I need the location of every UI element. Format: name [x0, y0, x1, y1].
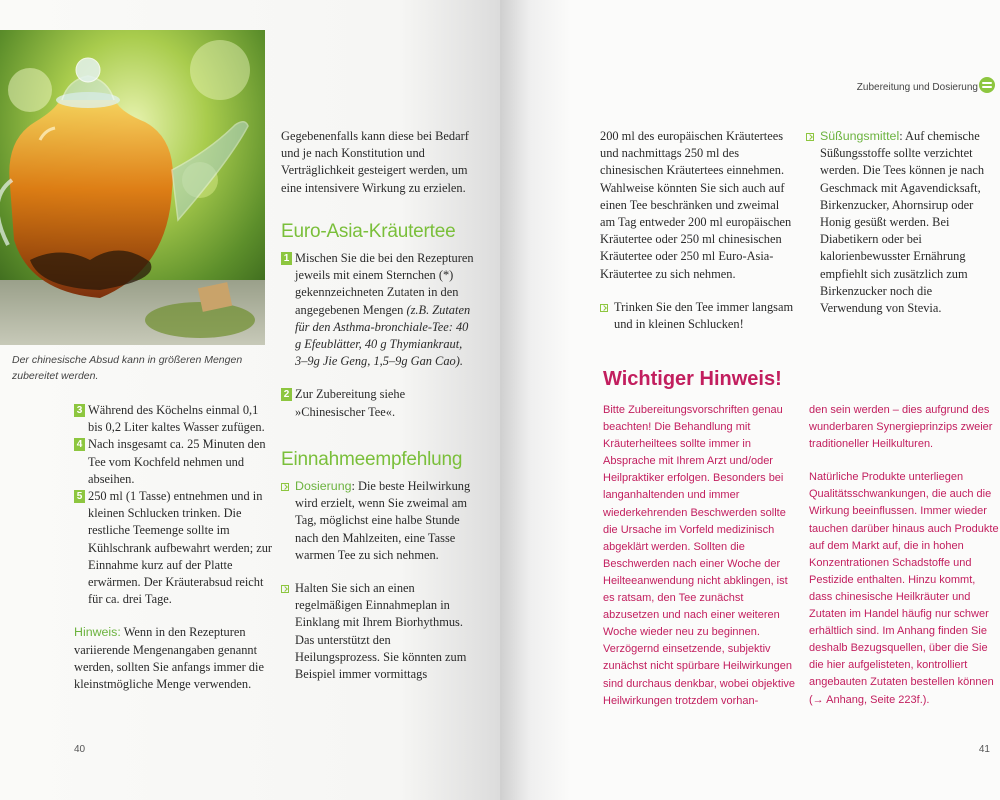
arrow-bullet-icon [281, 483, 289, 491]
step-text: Mischen Sie die bei den Rezepturen jeweils mit einem Sternchen (*) gekennzeichneten Zutaten in den angegebenen Mengen [295, 251, 474, 317]
left-column-1 [74, 402, 274, 709]
step-number: 2 [281, 388, 292, 401]
suessungsmittel-label: Süßungsmittel [820, 129, 900, 143]
herb-logo-icon [979, 77, 995, 93]
hinweis-column-2 [809, 402, 999, 709]
suessungsmittel-text: : Auf chemische Süßungsstoffe sollte verzichtet werden. Die Tees können je nach Geschmack mit Agavendicksaft, Birkenzucker, Ahornsirup oder Honig gesüßt werden. Bei Diabetikern oder bei kalorienbewusster Ernährung empfiehlt sich zusätzlich zum Birkenzucker noch die Verwendung von Stevia. [820, 129, 985, 316]
step-example: (z.B. Zutaten für den Asthma-bronchiale-Tee: 40 g Efeublätter, 40 g Thymiankraut, 3–9g Jie Geng, 1,5–9g Gan Cao). [295, 302, 471, 369]
photo-caption: Der chinesische Absud kann in größeren Mengen zubereitet werden. [12, 354, 243, 382]
hinweis-column-2-paragraph-1: den sein werden – dies aufgrund des wunderbaren Synergieprinzips zweier traditioneller Heilkulturen. [809, 404, 993, 451]
arrow-bullet-icon [600, 304, 608, 312]
arrow-bullet-icon [281, 585, 289, 593]
trinken-item [600, 299, 795, 333]
suessungsmittel-item [806, 128, 996, 317]
step-text: Während des Köchelns einmal 0,1 bis 0,2 Liter kaltes Wasser zufügen. [88, 403, 265, 435]
step-text: 250 ml (1 Tasse) entnehmen und in kleinen Schlucken trinken. Die restliche Teemenge sollte im Kühlschrank aufbewahrt werden; zur Einnahme kurz auf der Platte erwärmen. Der Kräuterabsud reicht für ca. drei Tage. [88, 489, 273, 607]
einnahmeplan-text: Halten Sie sich an einen regelmäßigen Einnahmeplan in Einklang mit Ihrem Biorhythmus. Das unterstützt den Heilungsprozess. Sie könnten zum Beispiel immer vormittags [295, 581, 467, 682]
step-number: 1 [281, 252, 292, 265]
step-number: 4 [74, 438, 85, 451]
step-2 [281, 386, 476, 420]
step-5 [74, 488, 274, 608]
intro-paragraph: Gegebenenfalls kann diese bei Bedarf und je nach Konstitution und Verträglichkeit gesteigert werden, um eine intensivere Wirkung zu erzielen. [281, 129, 469, 195]
trinken-text: Trinken Sie den Tee immer langsam und in kleinen Schlucken! [614, 299, 794, 332]
step-4 [74, 436, 274, 488]
dosierung-item [281, 478, 476, 564]
step-3 [74, 402, 274, 436]
heading-euro-asia: Euro-Asia-Kräutertee [281, 220, 456, 242]
teapot-illustration [0, 30, 265, 345]
hinweis-column-1: Bitte Zubereitungsvorschriften genau beachten! Die Behandlung mit Kräuterheiltees sollte immer in Absprache mit Ihrem Arzt und/oder Heilpraktiker erfolgen. Besonders bei langanhaltenden und immer wiederkehrenden Beschwerden sollte die Ursache im Vorfeld medizinisch abgeklärt werden. Sollten die Beschwerden nach einer Woche der Heilteeanwendung nicht abklingen, ist es ratsam, den Tee zunächst abzusetzen und nach einer weiteren Woche wieder neu zu beginnen. Verzögernd einsetzende, subjektiv zunächst nicht spürbare Heilwirkungen sind durchaus denkbar, wobei objektive Heilwirkungen trotzdem vorhan- [603, 404, 796, 707]
step-text: Zur Zubereitung siehe »Chinesischer Tee«. [295, 387, 406, 419]
right-column-2 [806, 128, 996, 317]
left-column-2 [281, 128, 476, 683]
step-number: 5 [74, 490, 85, 503]
arrow-bullet-icon [806, 133, 814, 141]
right-page [500, 0, 1000, 800]
hinweis-label: Hinweis: [74, 625, 121, 640]
hinweis-note [74, 624, 274, 693]
einnahmeplan-item [281, 580, 476, 683]
step-text: Nach insgesamt ca. 25 Minuten den Tee vom Kochfeld nehmen und abseihen. [88, 437, 266, 486]
dosierung-label: Dosierung [295, 479, 352, 494]
dosierung-text: : Die beste Heilwirkung wird erzielt, wenn Sie zweimal am Tag, möglichst eine halbe Stunde nach den Mahlzeiten, eine Tasse warmen Tee zu sich nehmen. [295, 479, 471, 562]
running-header: Zubereitung und Dosierung [856, 82, 978, 93]
wichtiger-hinweis-title: Wichtiger Hinweis! [603, 368, 782, 390]
page-number-left: 40 [74, 744, 86, 755]
hinweis-column-2-paragraph-2: Natürliche Produkte unterliegen Qualitätsschwankungen, die auch die Wirkung beeinflussen. Immer wieder tauchen darüber hinaus auch Produkte auf dem Markt auf, die in hohen Konzentrationen Schadstoffe und Pestizide enthalten. Hinzu kommt, dass chinesische Heilkräuter und Zutaten im Handel häufig nur schwer erhältlich sind. Im Anhang finden Sie deshalb Bezugsquellen, über die Sie die hier aufgelisteten, kontrolliert angebauten Zutaten bestellen können (→ Anhang, Seite 223f.). [809, 471, 999, 706]
right-column-1 [600, 128, 795, 333]
page-number-right: 41 [978, 744, 990, 755]
step-1 [281, 250, 476, 370]
hinweis-text: Wenn in den Rezepturen variierende Mengenangaben genannt werden, sollten Sie anfangs immer die kleinstmögliche Menge verwenden. [74, 625, 264, 692]
heading-einnahme: Einnahmeempfehlung [281, 448, 463, 470]
dosage-paragraph: 200 ml des europäischen Kräutertees und nachmittags 250 ml des chinesischen Kräutertees einnehmen. Wahlweise könnten Sie sich auch auf einen Tee beschränken und zweimal am Tag entweder 200 ml europäischen Kräutertee oder 250 ml chinesischen Kräutertee oder 250 ml Euro-Asia-Kräutertee zu sich nehmen. [600, 129, 792, 281]
step-number: 3 [74, 404, 85, 417]
teapot-photo [0, 30, 265, 345]
